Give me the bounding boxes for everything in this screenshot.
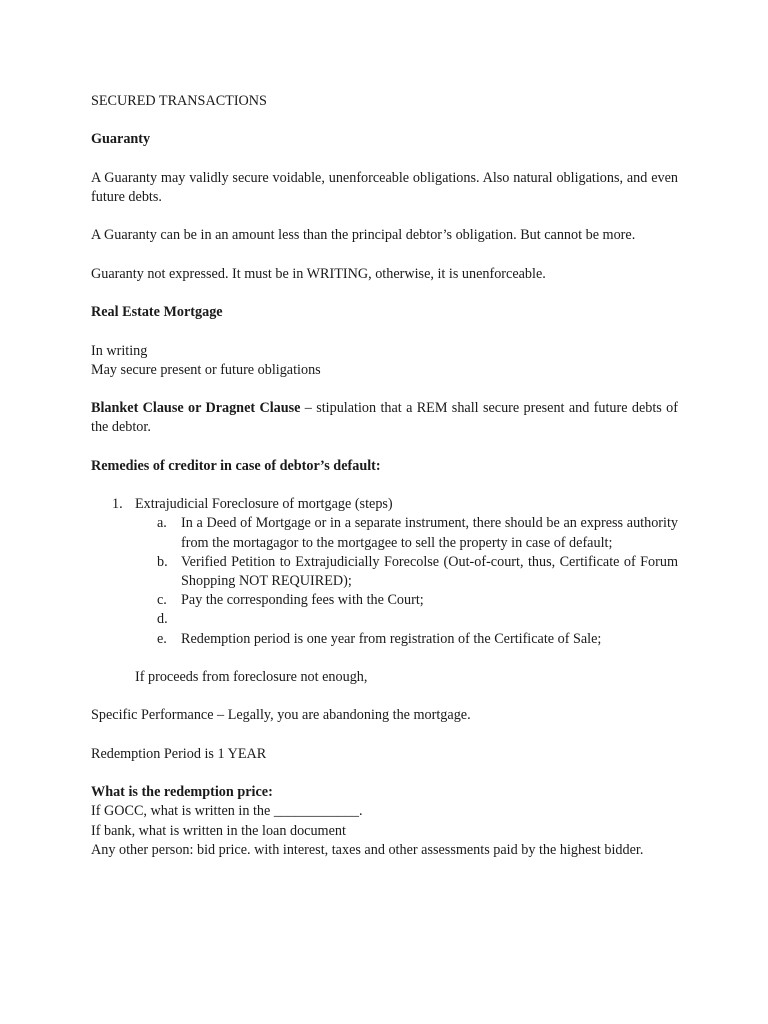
- step-letter: e.: [157, 630, 167, 647]
- document-title: SECURED TRANSACTIONS: [91, 93, 267, 109]
- step-item: [157, 610, 678, 629]
- redemption-period-line: Redemption Period is 1 YEAR: [91, 745, 267, 762]
- step-letter: a.: [157, 515, 167, 532]
- step-text: Verified Petition to Extrajudicially Forecolse (Out-of-court, thus, Certificate of Forum Shopping NOT REQUIRED);: [181, 553, 678, 589]
- step-text: In a Deed of Mortgage or in a separate instrument, there should be an express authority from the mortagagor to the mortgagee to sell the property in case of default;: [181, 515, 678, 551]
- guaranty-paragraph-3: Guaranty not expressed. It must be in WRITING, otherwise, it is unenforceable.: [91, 265, 546, 282]
- step-item: [157, 514, 678, 552]
- step-item: [157, 591, 678, 610]
- step-letter: d.: [157, 611, 168, 628]
- step-text: Redemption period is one year from registration of the Certificate of Sale;: [181, 630, 602, 647]
- step-text: Pay the corresponding fees with the Court;: [181, 592, 424, 609]
- remedies-heading: Remedies of creditor in case of debtor’s default:: [91, 457, 381, 474]
- proceeds-line: If proceeds from foreclosure not enough,: [135, 668, 368, 685]
- rem-line-2: May secure present or future obligations: [91, 361, 321, 378]
- blanket-clause-term: Blanket Clause or Dragnet Clause: [91, 400, 301, 417]
- numbered-item-1: [91, 495, 678, 514]
- guaranty-paragraph-2: A Guaranty can be in an amount less than the principal debtor’s obligation. But cannot be more.: [91, 227, 636, 244]
- step-letter: c.: [157, 592, 167, 609]
- step-letter: b.: [157, 553, 168, 570]
- rem-line-1: In writing: [91, 342, 148, 359]
- item-text: Extrajudicial Foreclosure of mortgage (steps): [135, 496, 393, 513]
- redemption-price-heading: What is the redemption price:: [91, 784, 273, 801]
- guaranty-heading: Guaranty: [91, 131, 151, 148]
- guaranty-paragraph-1: A Guaranty may validly secure voidable, unenforceable obligations. Also natural obligations, and even future debts.: [91, 169, 678, 205]
- redemption-price-line-3: Any other person: bid price. with interest, taxes and other assessments paid by the highest bidder.: [91, 841, 644, 858]
- item-number: 1.: [112, 496, 123, 513]
- blanket-clause-definition: – stipulation that a REM shall secure present and future debts of the debtor.: [91, 400, 678, 436]
- step-item: [157, 553, 678, 591]
- redemption-price-line-2: If bank, what is written in the loan document: [91, 822, 346, 839]
- document-page: [91, 92, 678, 860]
- step-item: [157, 630, 678, 649]
- redemption-price-line-1: If GOCC, what is written in the ____________.: [91, 803, 363, 820]
- blanket-clause-paragraph: [91, 399, 678, 437]
- rem-heading: Real Estate Mortgage: [91, 304, 223, 321]
- specific-performance-line: Specific Performance – Legally, you are abandoning the mortgage.: [91, 707, 471, 724]
